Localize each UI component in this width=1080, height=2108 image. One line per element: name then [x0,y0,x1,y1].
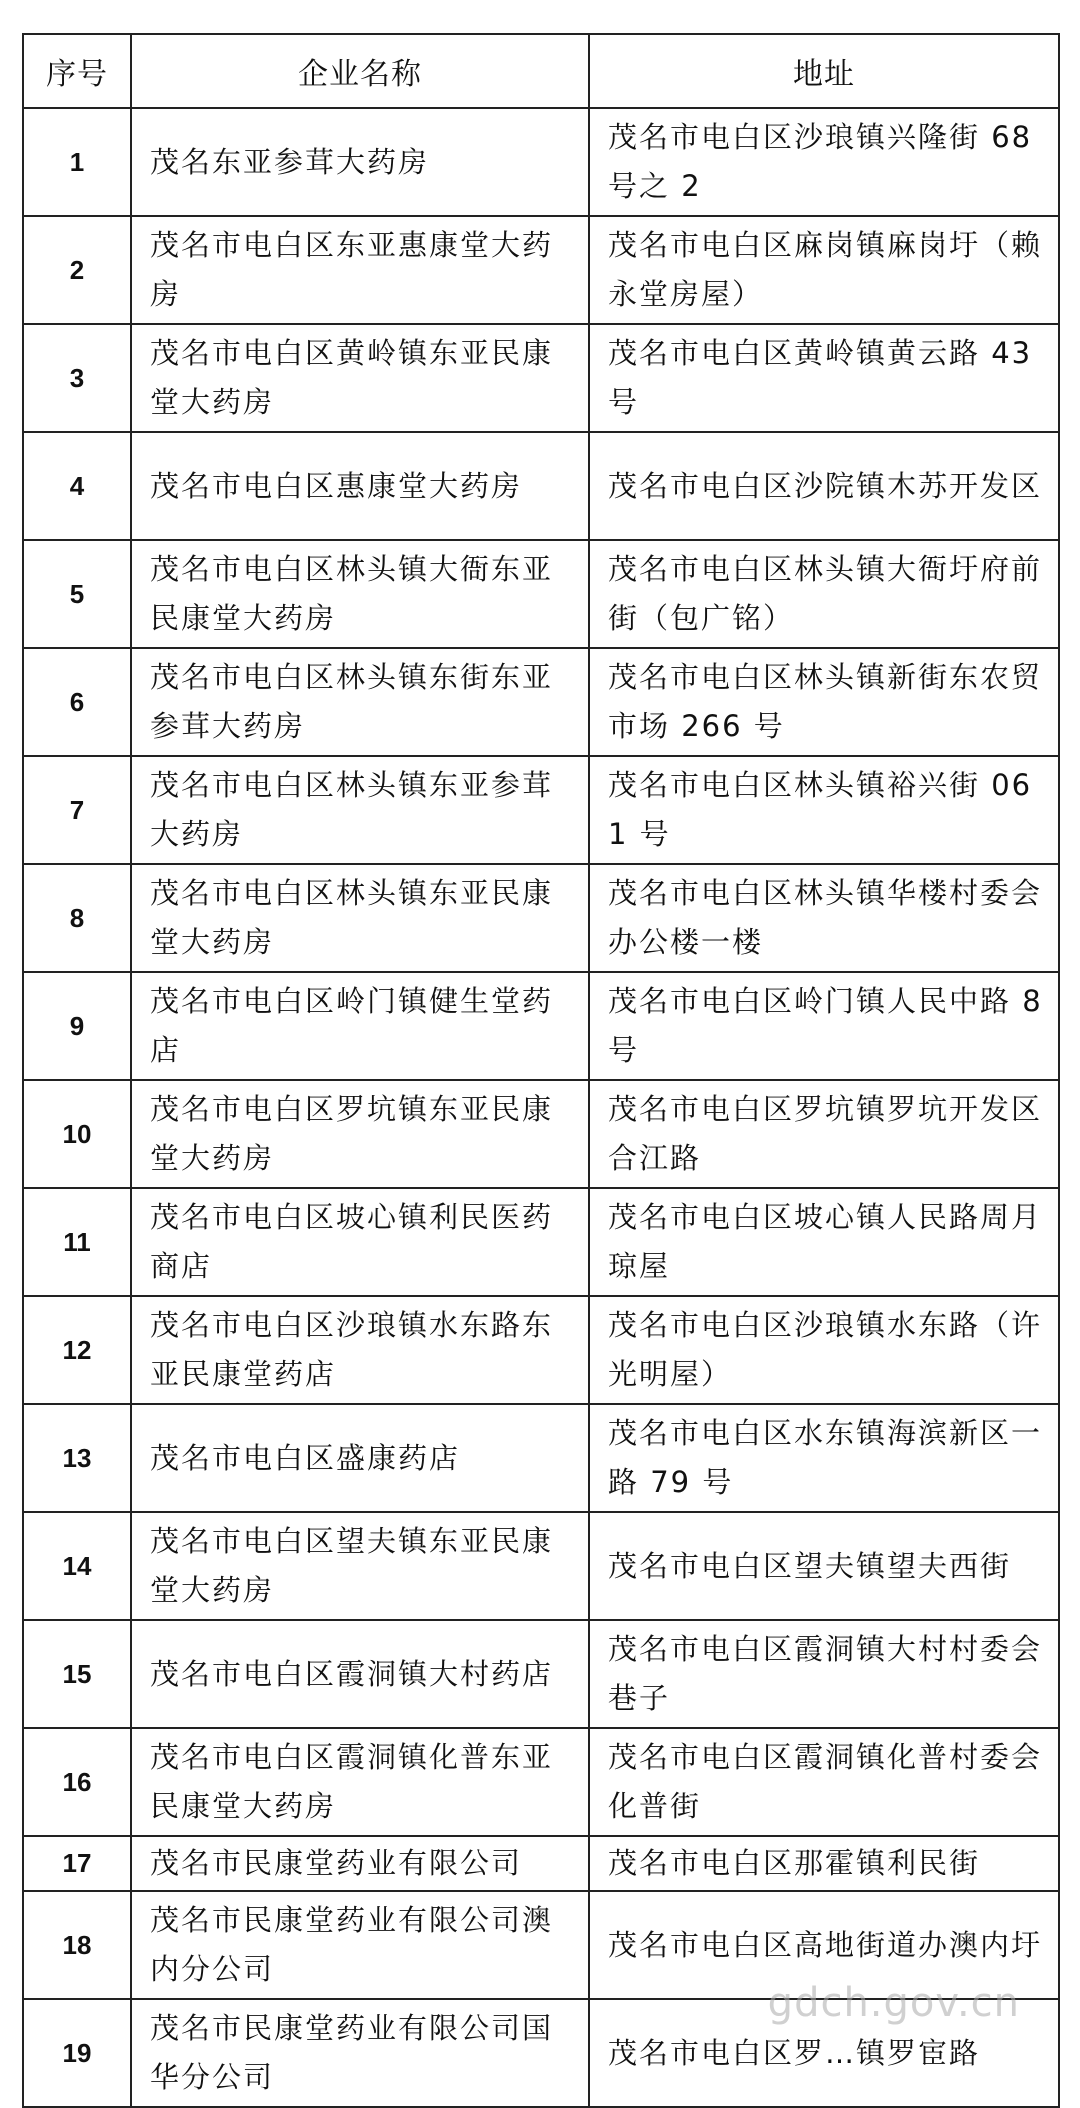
table-row [23,1404,1059,1512]
table-row [23,108,1059,216]
row-name: 茂名市电白区林头镇东亚民康堂大药房 [131,864,589,972]
header-address: 地址 [589,34,1059,108]
table-row [23,1512,1059,1620]
row-name: 茂名市电白区霞洞镇化普东亚民康堂大药房 [131,1728,589,1836]
row-num: 13 [23,1404,131,1512]
table-row [23,1296,1059,1404]
row-num: 18 [23,1891,131,1999]
row-address: 茂名市电白区沙琅镇水东路（许光明屋） [589,1296,1059,1404]
header-num: 序号 [23,34,131,108]
row-name: 茂名市电白区坡心镇利民医药商店 [131,1188,589,1296]
row-address: 茂名市电白区林头镇华楼村委会办公楼一楼 [589,864,1059,972]
row-address: 茂名市电白区林头镇新街东农贸市场 266 号 [589,648,1059,756]
row-name: 茂名市电白区望夫镇东亚民康堂大药房 [131,1512,589,1620]
table-row [23,1188,1059,1296]
header-name: 企业名称 [131,34,589,108]
table-row [23,864,1059,972]
row-num: 11 [23,1188,131,1296]
table-row [23,756,1059,864]
row-name: 茂名市电白区沙琅镇水东路东亚民康堂药店 [131,1296,589,1404]
table-row [23,324,1059,432]
row-name: 茂名市电白区霞洞镇大村药店 [131,1620,589,1728]
row-num: 7 [23,756,131,864]
row-name: 茂名东亚参茸大药房 [131,108,589,216]
table-row [23,972,1059,1080]
row-name: 茂名市电白区岭门镇健生堂药店 [131,972,589,1080]
row-address: 茂名市电白区罗坑镇罗坑开发区合江路 [589,1080,1059,1188]
table-row [23,1080,1059,1188]
table-row [23,1728,1059,1836]
row-num: 2 [23,216,131,324]
row-address: 茂名市电白区罗…镇罗宦路 [589,1999,1059,2107]
row-name: 茂名市电白区惠康堂大药房 [131,432,589,540]
row-name: 茂名市民康堂药业有限公司国华分公司 [131,1999,589,2107]
row-num: 12 [23,1296,131,1404]
site-watermark: gdch.gov.cn [767,1980,1020,2026]
row-address: 茂名市电白区那霍镇利民街 [589,1836,1059,1891]
row-address: 茂名市电白区黄岭镇黄云路 43 号 [589,324,1059,432]
table-row [23,540,1059,648]
enterprise-table [22,33,1060,2108]
row-num: 16 [23,1728,131,1836]
row-num: 17 [23,1836,131,1891]
table-row [23,1620,1059,1728]
row-num: 5 [23,540,131,648]
row-name: 茂名市电白区罗坑镇东亚民康堂大药房 [131,1080,589,1188]
row-address: 茂名市电白区林头镇裕兴街 061 号 [589,756,1059,864]
table-row [23,1836,1059,1891]
row-name: 茂名市电白区黄岭镇东亚民康堂大药房 [131,324,589,432]
row-address: 茂名市电白区沙琅镇兴隆街 68 号之 2 [589,108,1059,216]
enterprise-table-container [22,33,1058,2108]
row-name: 茂名市电白区盛康药店 [131,1404,589,1512]
row-num: 15 [23,1620,131,1728]
row-address: 茂名市电白区水东镇海滨新区一路 79 号 [589,1404,1059,1512]
row-name: 茂名市民康堂药业有限公司 [131,1836,589,1891]
row-address: 茂名市电白区霞洞镇大村村委会巷子 [589,1620,1059,1728]
row-name: 茂名市民康堂药业有限公司澳内分公司 [131,1891,589,1999]
table-row [23,1891,1059,1999]
row-num: 1 [23,108,131,216]
row-address: 茂名市电白区岭门镇人民中路 8 号 [589,972,1059,1080]
row-num: 8 [23,864,131,972]
table-row [23,648,1059,756]
row-name: 茂名市电白区林头镇东街东亚参茸大药房 [131,648,589,756]
row-num: 4 [23,432,131,540]
row-address: 茂名市电白区麻岗镇麻岗圩（赖永堂房屋） [589,216,1059,324]
table-row [23,216,1059,324]
row-num: 14 [23,1512,131,1620]
row-num: 19 [23,1999,131,2107]
table-row [23,1999,1059,2107]
row-address: 茂名市电白区坡心镇人民路周月琼屋 [589,1188,1059,1296]
row-name: 茂名市电白区东亚惠康堂大药房 [131,216,589,324]
row-name: 茂名市电白区林头镇大衙东亚民康堂大药房 [131,540,589,648]
row-num: 9 [23,972,131,1080]
table-row [23,432,1059,540]
table-header-row [23,34,1059,108]
row-num: 6 [23,648,131,756]
row-name: 茂名市电白区林头镇东亚参茸大药房 [131,756,589,864]
row-address: 茂名市电白区林头镇大衙圩府前街（包广铭） [589,540,1059,648]
row-address: 茂名市电白区沙院镇木苏开发区 [589,432,1059,540]
row-address: 茂名市电白区霞洞镇化普村委会化普街 [589,1728,1059,1836]
row-address: 茂名市电白区高地街道办澳内圩 [589,1891,1059,1999]
row-num: 3 [23,324,131,432]
row-address: 茂名市电白区望夫镇望夫西街 [589,1512,1059,1620]
row-num: 10 [23,1080,131,1188]
